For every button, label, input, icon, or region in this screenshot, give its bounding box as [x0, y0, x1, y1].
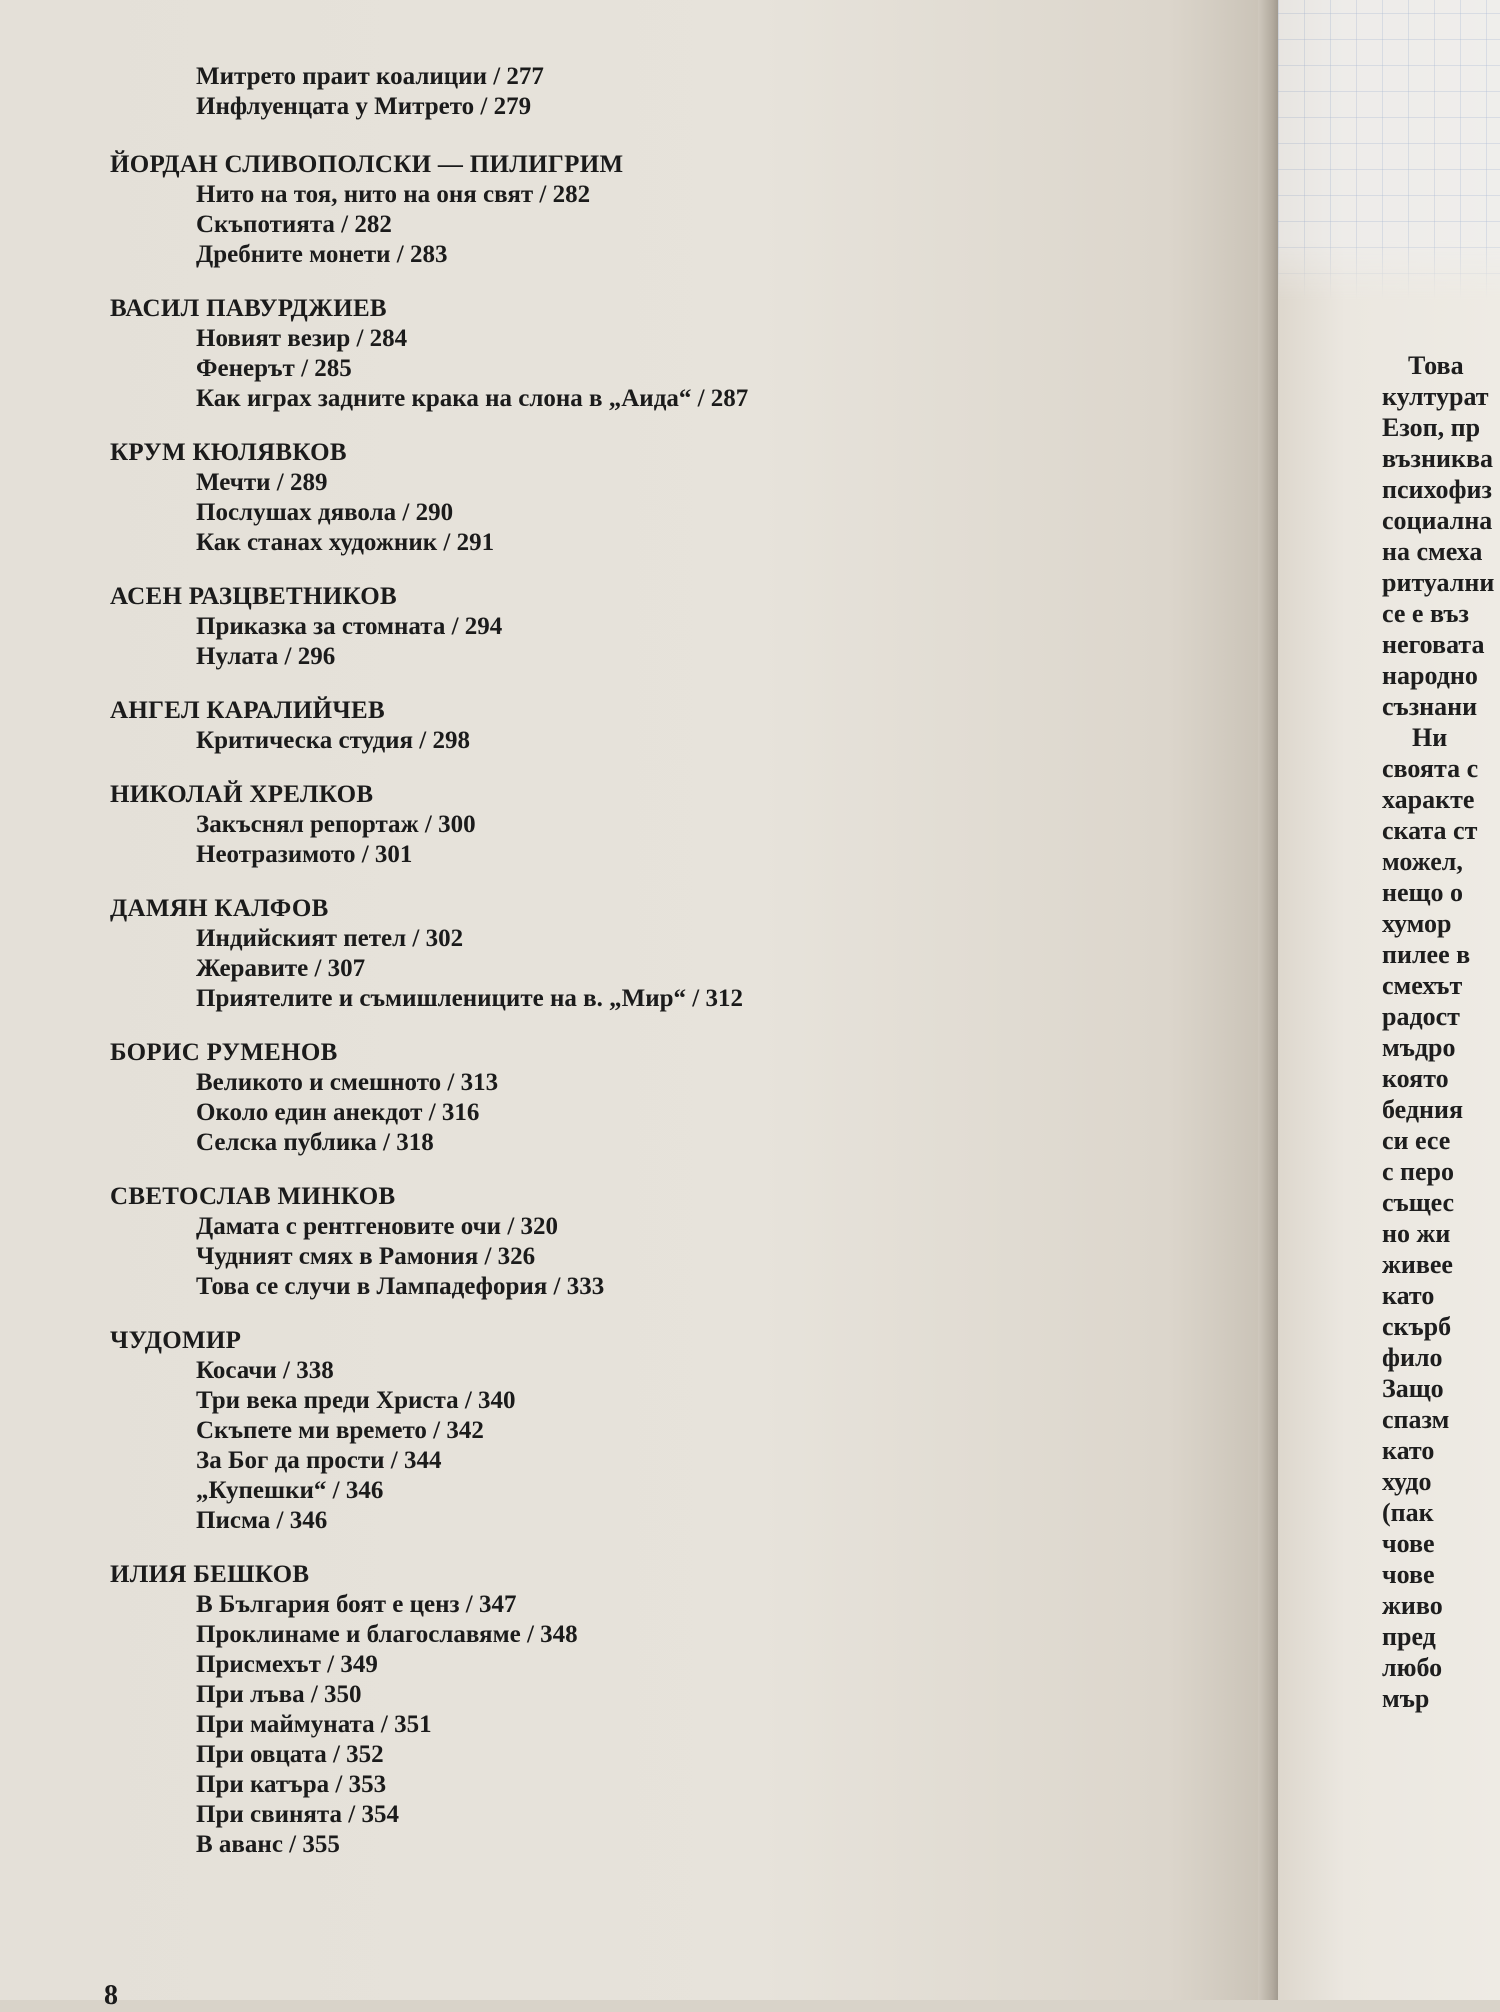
graph-paper-corner — [1278, 0, 1500, 300]
toc-author-group — [110, 1182, 1230, 1302]
author-heading: ИЛИЯ БЕШКОВ — [110, 1561, 310, 1588]
author-heading: КРУМ КЮЛЯВКОВ — [110, 439, 347, 466]
toc-entry: Великото и смешното / 313 — [196, 1069, 499, 1096]
toc-entry: Инфлуенцата у Митрето / 279 — [196, 93, 532, 120]
right-page-line: но жи — [1382, 1219, 1451, 1248]
author-heading: ЧУДОМИР — [110, 1327, 242, 1354]
author-heading: АСЕН РАЗЦВЕТНИКОВ — [110, 583, 398, 610]
right-page-line: худо — [1382, 1467, 1432, 1496]
right-page-line: неговата — [1382, 630, 1485, 659]
toc-author-group — [110, 150, 1230, 270]
author-heading: ДАМЯН КАЛФОВ — [110, 895, 329, 922]
right-page-line: като — [1382, 1281, 1435, 1310]
right-page-line: мъдро — [1382, 1033, 1456, 1062]
toc-author-group — [110, 696, 1230, 756]
right-page-line: ската ст — [1382, 816, 1478, 845]
toc-entry: Нито на тоя, нито на оня свят / 282 — [196, 181, 591, 208]
author-heading: СВЕТОСЛАВ МИНКОВ — [110, 1183, 396, 1210]
toc-entry: Как играх задните крака на слона в „Аида“ / 287 — [196, 385, 749, 412]
toc-entry: Три века преди Христа / 340 — [196, 1387, 516, 1414]
toc-entry: При овцата / 352 — [196, 1741, 384, 1768]
toc-entry: Послушах дявола / 290 — [196, 499, 454, 526]
toc-entry: Жеравите / 307 — [196, 955, 366, 982]
toc-author-group — [110, 582, 1230, 672]
toc-entry: За Бог да прости / 344 — [196, 1447, 442, 1474]
right-page-line: живее — [1382, 1250, 1453, 1279]
right-page-line: смехът — [1382, 971, 1463, 1000]
toc-entry: Косачи / 338 — [196, 1357, 334, 1384]
toc-entry: „Купешки“ / 346 — [196, 1477, 384, 1504]
toc-entry: Критическа студия / 298 — [196, 727, 470, 754]
page-number: 8 — [104, 1980, 118, 2011]
right-page-line: съзнани — [1382, 692, 1478, 721]
toc-entry: Новият везир / 284 — [196, 325, 408, 352]
right-page-line: характе — [1382, 785, 1475, 814]
toc-entry: Проклинаме и благославяме / 348 — [196, 1621, 578, 1648]
right-page-line: Защо — [1382, 1374, 1444, 1403]
toc-author-group — [110, 1326, 1230, 1536]
author-heading: ВАСИЛ ПАВУРДЖИЕВ — [110, 295, 387, 322]
right-page-line: Това — [1408, 351, 1464, 380]
toc-author-group — [110, 1038, 1230, 1158]
right-page-line: чове — [1382, 1560, 1435, 1589]
right-page-line: нещо о — [1382, 878, 1463, 907]
right-page-text — [1382, 350, 1500, 1714]
right-page-line: живо — [1382, 1591, 1443, 1620]
right-page-line: можел, — [1382, 847, 1463, 876]
toc-author-group — [110, 438, 1230, 558]
toc-entry: Това се случи в Лампадефория / 333 — [196, 1273, 605, 1300]
right-page-line: радост — [1382, 1002, 1460, 1031]
right-page-line: бедния — [1382, 1095, 1464, 1124]
toc-entry: Неотразимото / 301 — [196, 841, 413, 868]
right-page-line: (пак — [1382, 1498, 1434, 1527]
toc-author-group — [110, 294, 1230, 414]
right-page-line: спазм — [1382, 1405, 1450, 1434]
right-page-line: пред — [1382, 1622, 1436, 1651]
author-heading: БОРИС РУМЕНОВ — [110, 1039, 338, 1066]
toc-entry: Закъснял репортаж / 300 — [196, 811, 476, 838]
toc-author-group — [110, 1560, 1230, 1860]
right-page-line: психофиз — [1382, 475, 1492, 504]
toc-entry: Дамата с рентгеновите очи / 320 — [196, 1213, 559, 1240]
right-page-line: на смеха — [1382, 537, 1483, 566]
right-page-line: фило — [1382, 1343, 1443, 1372]
toc-entry: При катъра / 353 — [196, 1771, 387, 1798]
right-page-line: се е въз — [1382, 599, 1469, 628]
right-page-line: народно — [1382, 661, 1478, 690]
toc-entry: Скъпете ми времето / 342 — [196, 1417, 484, 1444]
right-page-line: която — [1382, 1064, 1449, 1093]
toc-entry: Индийският петел / 302 — [196, 925, 464, 952]
right-page-line: същес — [1382, 1188, 1455, 1217]
toc-author-group — [110, 894, 1230, 1014]
right-page-line: мър — [1382, 1684, 1430, 1713]
right-page-line: възниква — [1382, 444, 1493, 473]
right-page-line: с перо — [1382, 1157, 1455, 1186]
right-page-line: културат — [1382, 382, 1489, 411]
toc-author-group — [110, 780, 1230, 870]
table-of-contents — [110, 62, 1230, 1884]
right-page-line: своята с — [1382, 754, 1479, 783]
right-page-line: социална — [1382, 506, 1493, 535]
toc-entry: Мечти / 289 — [196, 469, 328, 496]
toc-entry: При маймуната / 351 — [196, 1711, 432, 1738]
author-heading: НИКОЛАЙ ХРЕЛКОВ — [110, 781, 374, 808]
right-page-line: ритуални — [1382, 568, 1495, 597]
toc-entry: Приказка за стомната / 294 — [196, 613, 503, 640]
author-heading: ЙОРДАН СЛИВОПОЛСКИ — ПИЛИГРИМ — [110, 151, 624, 178]
toc-entry: Присмехът / 349 — [196, 1651, 378, 1678]
toc-entry: Писма / 346 — [196, 1507, 328, 1534]
toc-entry: Как станах художник / 291 — [196, 529, 495, 556]
toc-entry: При лъва / 350 — [196, 1681, 362, 1708]
right-page-line: Ни — [1412, 723, 1448, 752]
right-page-line: чове — [1382, 1529, 1435, 1558]
right-page-line: си есе — [1382, 1126, 1451, 1155]
toc-entry: В България боят е ценз / 347 — [196, 1591, 517, 1618]
toc-entry: Нулата / 296 — [196, 643, 336, 670]
right-page-line: пилее в — [1382, 940, 1471, 969]
toc-entry: Митрето праит коалиции / 277 — [196, 63, 544, 90]
right-page-line: Езоп, пр — [1382, 413, 1481, 442]
toc-entry: Чудният смях в Рамония / 326 — [196, 1243, 536, 1270]
right-page-line: като — [1382, 1436, 1435, 1465]
right-page-line: любо — [1382, 1653, 1443, 1682]
toc-entry: При свинята / 354 — [196, 1801, 399, 1828]
right-page-line: хумор — [1382, 909, 1452, 938]
toc-entry: Скъпотията / 282 — [196, 211, 392, 238]
toc-entry: Селска публика / 318 — [196, 1129, 434, 1156]
right-page — [1278, 0, 1500, 2000]
toc-entry: Около един анекдот / 316 — [196, 1099, 480, 1126]
right-page-line: скърб — [1382, 1312, 1452, 1341]
toc-entry: Приятелите и съмишлениците на в. „Мир“ / 312 — [196, 985, 743, 1012]
toc-entry: Фенерът / 285 — [196, 355, 352, 382]
author-heading: АНГЕЛ КАРАЛИЙЧЕВ — [110, 697, 385, 724]
toc-author-group — [110, 62, 1230, 122]
toc-entry: В аванс / 355 — [196, 1831, 340, 1858]
toc-entry: Дребните монети / 283 — [196, 241, 448, 268]
